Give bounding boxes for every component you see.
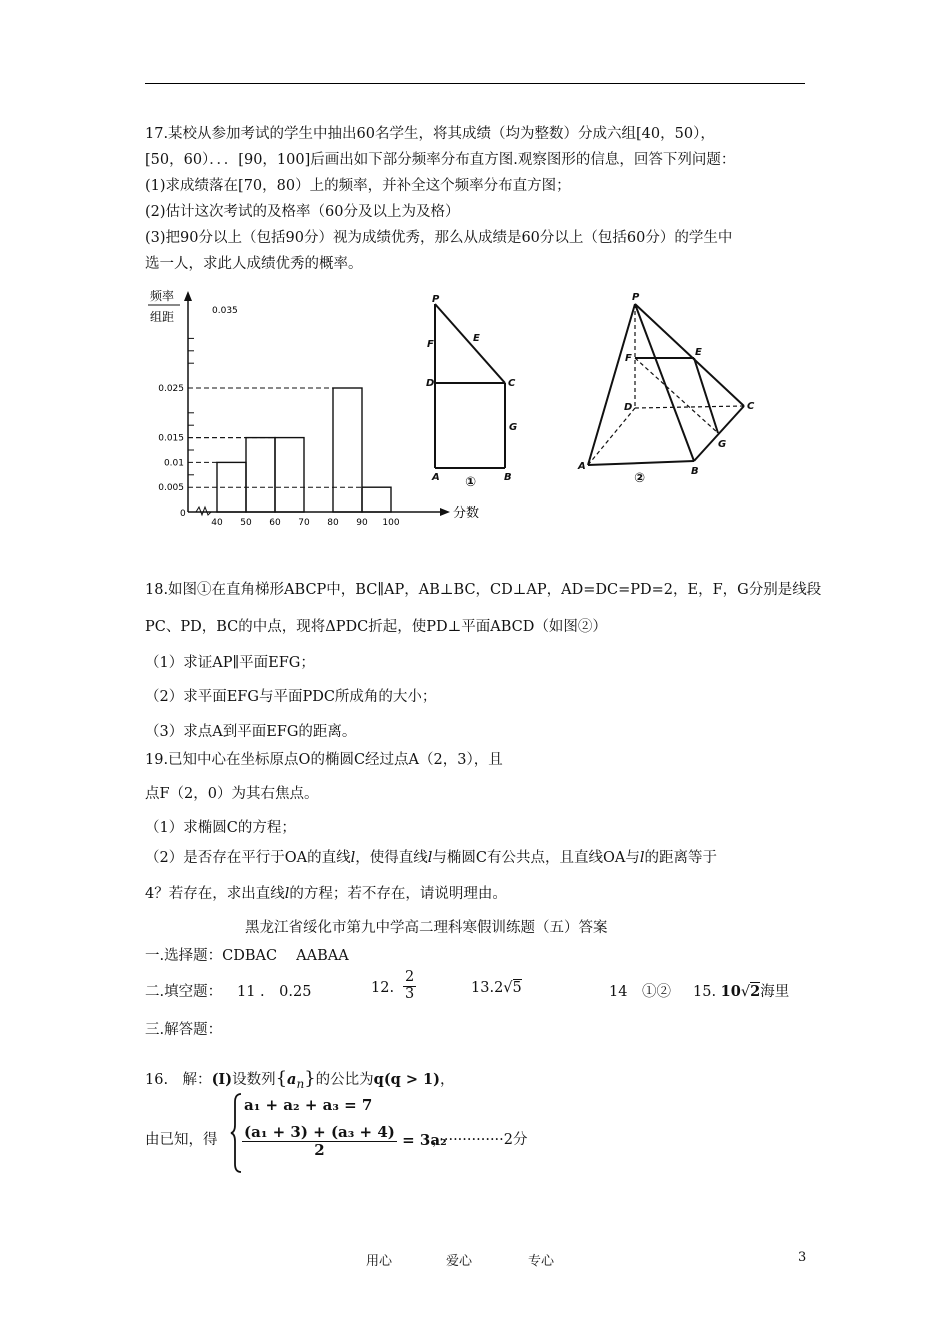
q17-line-4: (2)估计这次考试的及格率（60分及以上为及格） [145, 204, 460, 220]
x-tick-label: 90 [356, 518, 368, 528]
fig2-label-d: D [624, 402, 633, 413]
histogram-bar [362, 487, 391, 512]
line-l-symbol: l [639, 850, 645, 866]
q17-line-1: 17.某校从参加考试的学生中抽出60名学生，将其成绩（均为整数）分成六组[40，50）， [145, 126, 715, 142]
answer-15: 15. 10√2海里 [693, 983, 790, 1000]
fig1-caption: ① [465, 475, 477, 490]
fig2-edge-ab [588, 461, 694, 465]
fig2-edge-pb [635, 304, 694, 461]
fig2-edge-pa [588, 304, 635, 465]
answer-14: 14 ①② [609, 984, 671, 1000]
q16-given-label: 由已知，得 [145, 1132, 218, 1148]
fig2-edge-pc [635, 304, 744, 406]
q19-line-4: （2）是否存在平行于OA的直线l，使得直线l与椭圆C有公共点，且直线OA与l的距离等于 [145, 850, 717, 866]
q18-line-3: （1）求证AP∥平面EFG； [145, 655, 315, 671]
x-tick-label: 60 [269, 518, 281, 528]
q19-line-5: 4？若存在，求出直线l的方程；若不存在，请说明理由。 [145, 886, 507, 902]
q16-solution-line-1: 16. 解：(I)设数列$\{a_n\}$的公比为q(q > 1)， [145, 1068, 455, 1091]
fig1-label-d: D [426, 378, 435, 389]
solve-label: 三.解答题： [145, 1022, 223, 1038]
x-axis-label: 分数 [453, 506, 480, 521]
q18-line-1: 18.如图①在直角梯形ABCP中，BC∥AP，AB⊥BC，CD⊥AP，AD=DC=PD=2，E，F，G分别是线段 [145, 582, 822, 598]
fig1-label-b: B [504, 472, 512, 483]
fig2-caption: ② [634, 471, 646, 486]
fig2-label-p: P [632, 292, 640, 303]
x-tick-label: 100 [382, 518, 400, 528]
fig1-label-a: A [432, 472, 440, 483]
y-tick-label: 0.015 [158, 433, 184, 444]
fig1-label-f: F [427, 339, 434, 350]
sqrt-symbol: √ [740, 984, 751, 1000]
header-rule [145, 83, 805, 84]
x-tick-label: 80 [327, 518, 339, 528]
figure-2-pyramid [570, 288, 770, 488]
q18-line-4: （2）求平面EFG与平面PDC所成角的大小； [145, 689, 437, 705]
y-tick-label: 0.035 [212, 306, 238, 316]
q17-line-5: (3)把90分以上（包括90分）视为成绩优秀，那么从成绩是60分以上（包括60分）的学生中 [145, 230, 733, 246]
fig2-label-g: G [718, 439, 727, 450]
answer-13: 13.2√5 [471, 980, 522, 996]
footer-mid: 爱心 [446, 1254, 473, 1269]
histogram-bar [246, 438, 275, 512]
x-tick-label: 40 [211, 518, 223, 528]
y-tick-label: 0.01 [163, 458, 184, 469]
q19-line-3: （1）求椭圆C的方程； [145, 820, 296, 836]
y-axis-arrow-icon [184, 291, 192, 301]
q18-line-5: （3）求点A到平面EFG的距离。 [145, 724, 357, 740]
fig2-edge-bc [694, 406, 744, 461]
origin-label: 0 [180, 509, 186, 519]
fig1-edge-pc [435, 304, 505, 383]
q16-eq-2: $\frac{\text{(a₁ + 3) + (a₃ + 4)}}{2}$ = 3a₂ [244, 1123, 447, 1159]
x-axis-arrow-icon [440, 508, 450, 516]
fig2-label-f: F [625, 353, 632, 364]
line-l-symbol: l [350, 850, 356, 866]
answer-12-fraction: $\frac{2}{3}$ [405, 969, 415, 1002]
axis-break-icon [196, 507, 211, 515]
figure-1-trapezoid [420, 290, 530, 490]
line-l-symbol: l [284, 886, 290, 902]
fig2-label-c: C [747, 401, 755, 412]
fig2-label-b: B [691, 466, 699, 477]
fig1-label-e: E [473, 333, 480, 344]
histogram-bar [333, 388, 362, 512]
fig2-label-e: E [695, 347, 702, 358]
q17-line-6: 选一人，求此人成绩优秀的概率。 [145, 256, 363, 272]
y-label-bottom: 组距 [150, 310, 175, 324]
q17-line-3: (1)求成绩落在[70，80）上的频率，并补全这个频率分布直方图； [145, 178, 571, 194]
choice-answers: 一.选择题：CDBAC AABAA [145, 948, 349, 964]
answer-11: 11 . 0.25 [237, 984, 312, 1000]
q19-line-1: 19.已知中心在坐标原点O的椭圆C经过点A（2，3），且 [145, 752, 503, 768]
brace-icon [230, 1092, 242, 1174]
footer-right: 专心 [528, 1254, 555, 1269]
x-tick-label: 70 [298, 518, 310, 528]
answers-title: 黑龙江省绥化市第九中学高二理科寒假训练题（五）答案 [245, 920, 608, 936]
fig1-label-p: P [432, 294, 440, 305]
fig1-label-c: C [508, 378, 516, 389]
fig1-label-g: G [509, 422, 518, 433]
page-number: 3 [798, 1250, 807, 1265]
q17-line-2: [50，60）．．．[90，100]后画出如下部分频率分布直方图.观察图形的信息，回答下列问题： [145, 152, 736, 168]
line-l-symbol: l [427, 850, 433, 866]
y-tick-label: 0.025 [158, 384, 184, 394]
q16-eq-1: a₁ + a₂ + a₃ = 7 [244, 1096, 373, 1114]
x-tick-label: 50 [240, 518, 252, 528]
y-tick-label: 0.005 [158, 483, 184, 494]
q19-line-2: 点F（2，0）为其右焦点。 [145, 786, 319, 802]
footer-left: 用心 [366, 1254, 393, 1269]
y-label-top: 频率 [150, 289, 175, 303]
fig2-edge-ad [588, 408, 635, 465]
q16-score: ，··············2分 [432, 1132, 528, 1148]
q18-line-2: PC、PD，BC的中点，现将ΔPDC折起，使PD⊥平面ABCD（如图②） [145, 619, 607, 635]
fig2-label-a: A [578, 461, 586, 472]
q16-system [230, 1092, 447, 1174]
sqrt-symbol: √ [503, 980, 513, 996]
histogram-bar [275, 438, 304, 512]
